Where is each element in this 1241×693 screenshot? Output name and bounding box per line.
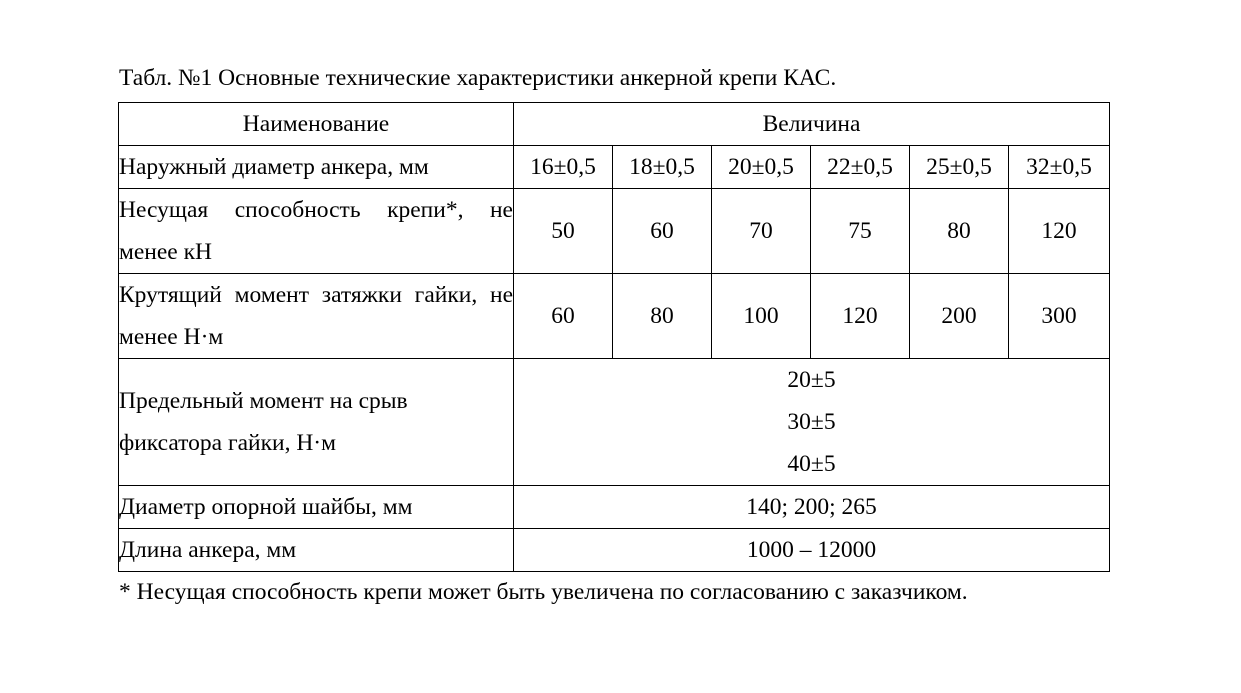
outer-diameter-value: 20±0,5 — [712, 146, 811, 189]
load-capacity-value: 80 — [910, 189, 1009, 274]
specifications-table — [118, 102, 1110, 572]
load-capacity-value: 120 — [1009, 189, 1110, 274]
table-row-nut-torque — [119, 274, 1110, 359]
header-value-cell: Величина — [514, 103, 1110, 146]
table-row-outer-diameter — [119, 146, 1110, 189]
breakaway-torque-value: 20±5 — [787, 367, 836, 393]
load-capacity-value: 50 — [514, 189, 613, 274]
table-row-load-capacity — [119, 189, 1110, 274]
row-label-load-capacity: Несущая способность крепи*, не менее кН — [119, 189, 514, 274]
breakaway-torque-values — [514, 359, 1110, 486]
load-capacity-value: 70 — [712, 189, 811, 274]
washer-diameter-value: 140; 200; 265 — [514, 486, 1110, 529]
row-label-outer-diameter: Наружный диаметр анкера, мм — [119, 146, 514, 189]
header-name-cell: Наименование — [119, 103, 514, 146]
nut-torque-value: 200 — [910, 274, 1009, 359]
nut-torque-value: 80 — [613, 274, 712, 359]
table-caption: Табл. №1 Основные технические характеристики анкерной крепи КАС. — [119, 65, 837, 91]
row-label-anchor-length: Длина анкера, мм — [119, 529, 514, 572]
table-row-washer-diameter — [119, 486, 1110, 529]
outer-diameter-value: 18±0,5 — [613, 146, 712, 189]
outer-diameter-value: 16±0,5 — [514, 146, 613, 189]
breakaway-torque-value: 30±5 — [787, 409, 836, 435]
table-row-anchor-length — [119, 529, 1110, 572]
breakaway-torque-value: 40±5 — [787, 451, 836, 477]
row-label-breakaway-torque: Предельный момент на срыв фиксатора гайки, Н·м — [119, 359, 514, 486]
nut-torque-value: 300 — [1009, 274, 1110, 359]
row-label-washer-diameter: Диаметр опорной шайбы, мм — [119, 486, 514, 529]
nut-torque-value: 60 — [514, 274, 613, 359]
nut-torque-value: 100 — [712, 274, 811, 359]
table-row-breakaway-torque — [119, 359, 1110, 486]
table-header-row — [119, 103, 1110, 146]
nut-torque-value: 120 — [811, 274, 910, 359]
outer-diameter-value: 25±0,5 — [910, 146, 1009, 189]
row-label-nut-torque: Крутящий момент затяжки гайки, не менее Н·м — [119, 274, 514, 359]
load-capacity-value: 60 — [613, 189, 712, 274]
anchor-length-value: 1000 – 12000 — [514, 529, 1110, 572]
outer-diameter-value: 32±0,5 — [1009, 146, 1110, 189]
outer-diameter-value: 22±0,5 — [811, 146, 910, 189]
table-footnote: * Несущая способность крепи может быть увеличена по согласованию с заказчиком. — [119, 579, 968, 605]
load-capacity-value: 75 — [811, 189, 910, 274]
